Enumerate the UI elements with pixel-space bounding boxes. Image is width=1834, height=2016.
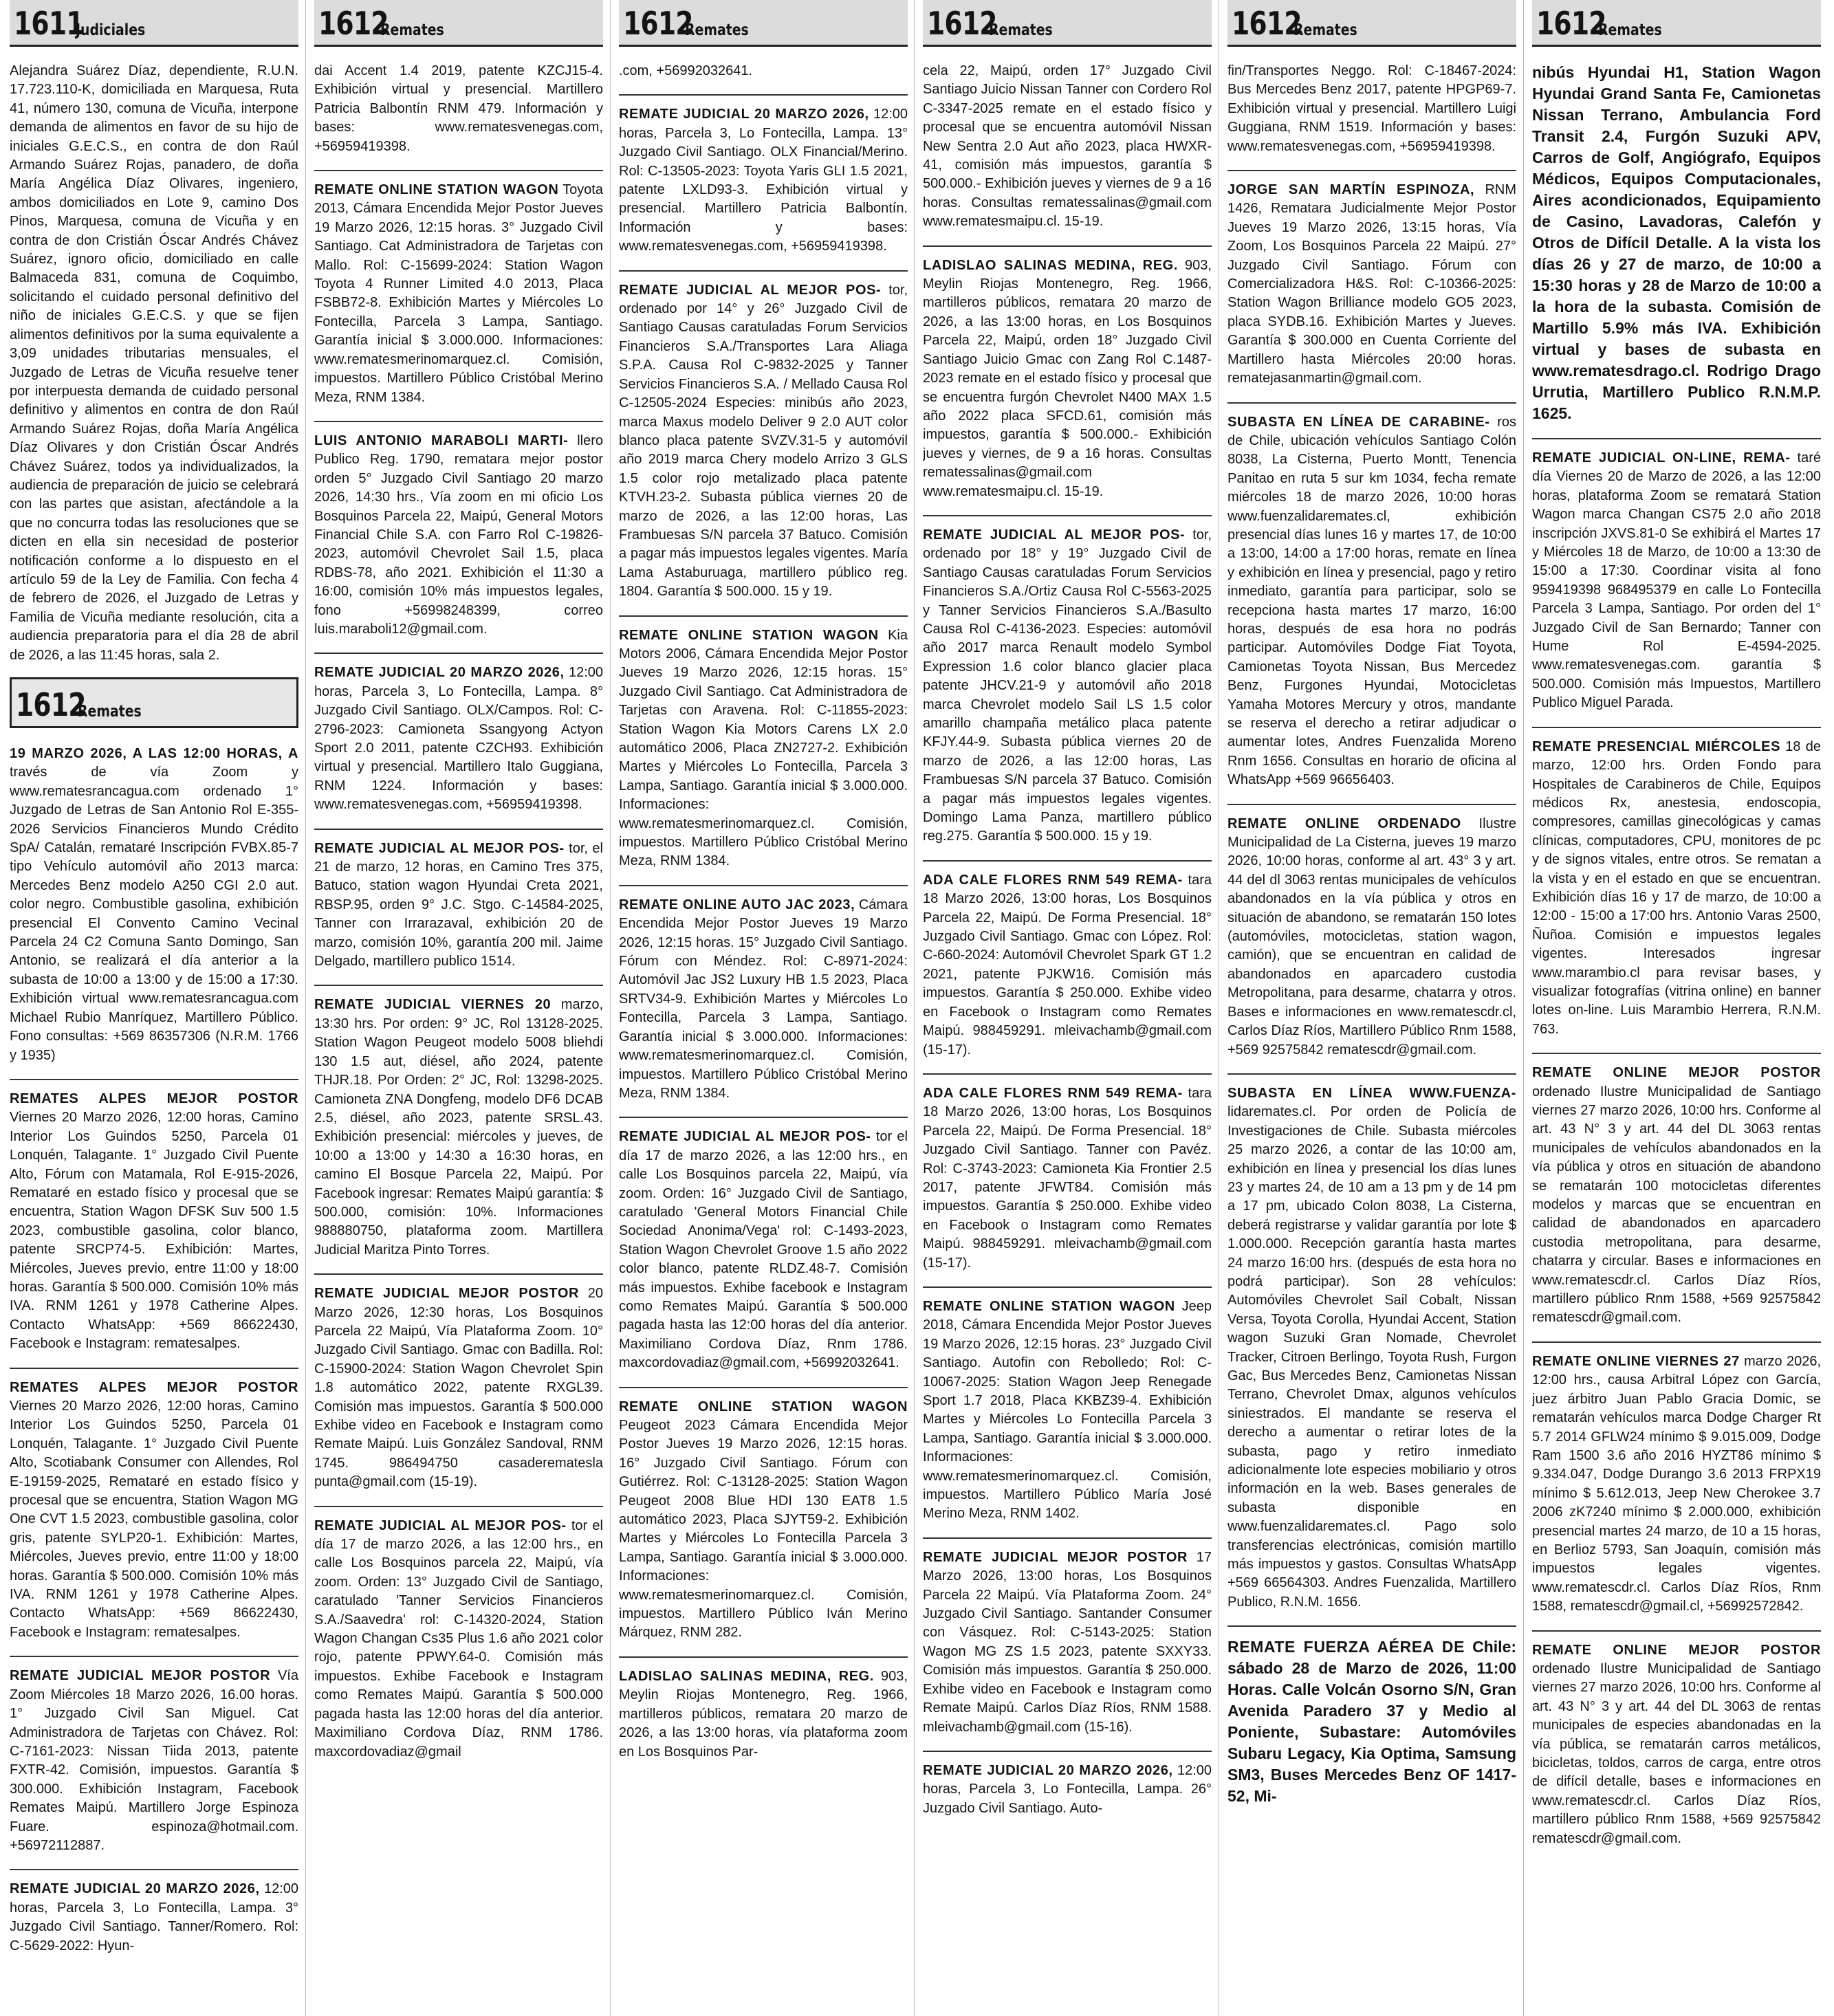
notice	[923, 1537, 1212, 1737]
notice-text: través de vía Zoom y www.rematesrancagua.com ordenado 1° Juzgado de Letras de San Antonio Rol E-355-2026 Servicios Financieros Mundo Crédito SpA/ Catalán, remataré Inscripción FVBX.85-7 tipo Vehículo automóvil año 2013 marca: Mercedes Benz modelo A250 CGI 2.0 aut. color negro. Combustible gasolina, exhibición presencial El Convento Camino Vecinal Parcela 24 C2 Comuna Santo Domingo, San Antonio, se realizará el día anterior a la subasta de 10:00 a 13:00 y de 15:00 a 17:30. Exhibición virtual www.rematesrancagua.com Michael Rubio Manríquez, Martillero Público. Fono consultas: +569 86357306 (N.R.M. 1766 y 1935)	[10, 765, 298, 1063]
notice	[10, 1079, 298, 1354]
column-header	[923, 0, 1212, 47]
notice	[314, 62, 603, 156]
notice-text: Chile: sábado 28 de Marzo de 2026, 11:00 Horas. Calle Volcán Osorno S/N, Gran Avenida Paradero 37 y Medio al Poniente, Subastare: Automóviles Subaru Legacy, Kia Optima, Samsung SM3, Buses Mercedes Benz OF 1417-52, Mi-	[1227, 1638, 1516, 1806]
notice-text: 12:00 horas, Parcela 3, Lo Fontecilla, Lampa. 8° Juzgado Civil Santiago. OLX/Campos. Rol: C-2796-2023: Camioneta Ssangyong Actyon Sport 2.0 2011, patente CZCH93. Exhibición virtual y presencial. Martillero Italo Guggiana, RNM 1224. Información y bases: www.rematesvenegas.com, +56959419398.	[314, 665, 603, 813]
notice	[619, 62, 908, 80]
column-6	[1532, 0, 1821, 2016]
notice-text: tor el día 17 de marzo 2026, a las 12:00 hrs., en calle Los Bosquinos parcela 22, Maipú, vía zoom. Orden: 16° Juzgado Civil de Santiago, caratulado 'General Motors Financial Chile Sociedad Anonima/Vega' rol: C-1493-2023, Station Wagon Chevrolet Groove 1.5 año 2022 color blanco, patente RLDZ.48-7. Comisión más impuestos. Exhibe facebook e Instagram como Remates Maipú. Garantía $ 500.000 pagada hasta las 12:00 horas del día anterior. Maximiliano Cordova Díaz, Rnm 1786. maxcordovadiaz@gmail.com, +56992032641.	[619, 1129, 908, 1371]
notice	[10, 62, 298, 665]
column-divider	[305, 0, 306, 2016]
column-header	[10, 0, 298, 47]
column-2	[314, 0, 603, 2016]
notice	[1532, 438, 1821, 713]
notice-text: Kia Motors 2006, Cámara Encendida Mejor Postor Jueves 19 Marzo 2026, 12:15 horas. 15° Juzgado Civil Santiago. Cat Administradora de Tarjetas con Aravena. Rol: C-11855-2023: Station Wagon Kia Motors Carens LX 2.0 automático 2006, Placa ZN2727-2. Exhibición Martes y Miércoles Lo Fontecilla, Parcela 3 Lampa, Santiago. Garantía inicial $ 3.000.000. Informaciones: www.rematesmerinomarquez.cl. Comisión, impuestos. Martillero Público Cristóbal Merino Meza, RNM 1384.	[619, 627, 908, 869]
notice-text: .com, +56992032641.	[619, 63, 753, 78]
notice	[923, 1286, 1212, 1524]
notice	[923, 1751, 1212, 1818]
column-3	[619, 0, 908, 2016]
notice	[923, 245, 1212, 501]
notice	[10, 745, 298, 1065]
notice	[314, 1273, 603, 1491]
notice-text: Ilustre Municipalidad de La Cisterna, jueves 19 marzo 2026, 10:00 horas, conforme al art. 43° 3 y art. 44 del dl 3063 rentas municipales de vehículos abandonados en la vía pública y otros en situación de abandono, se rematarán 150 lotes (automóviles, motocicletas, station wagon, camión), que se encuentran en calidad de abandonados en aparcadero custodia Metropolitana, para desarme, chatarra y otros. Bases e informaciones en www.rematescdr.cl, Carlos Díaz Ríos, Martillero Público Rnm 1588, +569 92575842 rematescdr@gmail.com.	[1227, 815, 1516, 1058]
notice	[314, 653, 603, 814]
notice-text: Alejandra Suárez Díaz, dependiente, R.U.N. 17.723.110-K, domiciliada en Marquesa, Ruta 41, número 130, comuna de Vicuña, interpone demanda de alimentos en favor de su hijo de iniciales G.E.C.S., en contra de don Raúl Armando Suárez Rojas, panadero, de doña María Angélica Díaz Olivares, ingeniero, ambos domiciliados en Lote 9, camino Dos Pinos, Marquesa, comuna de Vicuña y en contra de don Cristián Óscar Andrés Chávez Suárez, ignoro oficio, domiciliado en calle Balmaceda 831, comuna de Coquimbo, solicitando el cuidado personal definitivo del niño de iniciales G.E.C.S. y que se fijen alimentos definitivos por la suma equivalente a 3,09 unidades tributarias mensuales, el Juzgado de Letras de Vicuña resuelve tener por interpuesta demanda de cuidado personal definitivo y alimentos en contra de don Raúl Armando Suárez Rojas, doña María Angélica Díaz Olivares y don Cristián Óscar Andrés Chávez Suárez, todos ya individualizados, la audiencia de preparación de juicio se celebrará con las partes que asistan, afectándole a la que no concurra todas las resoluciones que se dicten en ella sin necesidad de posterior notificación conforme a lo dispuesto en el artículo 59 de la Ley de Familia. Con fecha 4 de febrero de 2026, el Juzgado de Letras y Familia de Vicuña mediante resolución, cita a audiencia preparatoria para el día 28 de abril de 2026, a las 11:45 horas, sala 2.	[10, 63, 298, 663]
notice-text: llero Publico Reg. 1790, rematara mejor postor orden 5° Juzgado Civil Santiago 20 marzo 2026, 14:30 hrs., Vía zoom en mi oficio Los Bosquinos Parcela 22, Maipú, General Motors Financial Chile S.A. con Farro Rol C-19826-2023, automóvil Chevrolet Sail 1.5, placa RDBS-78, año 2021. Exhibición el 11:30 a 16:00, comisión 10% más impuestos legales, fono +56998248399, correo luis.maraboli12@gmail.com.	[314, 432, 603, 637]
notice-lead: REMATE ONLINE MEJOR POSTOR	[1532, 1065, 1821, 1081]
notice	[619, 615, 908, 871]
notice	[619, 1387, 908, 1643]
notice-lead: REMATE JUDICIAL MEJOR POSTOR	[923, 1549, 1188, 1565]
notice-lead: REMATE ONLINE STATION WAGON	[619, 627, 879, 643]
notice	[314, 829, 603, 972]
notice-lead: SUBASTA EN LÍNEA DE CARABINE-	[1227, 414, 1490, 430]
notice	[1227, 1073, 1516, 1612]
section-title: Remates	[78, 703, 142, 721]
notice-lead: LADISLAO SALINAS MEDINA, REG.	[923, 257, 1178, 273]
notice-text: tor, ordenado por 14° y 26° Juzgado Civil de Santiago Causas caratuladas Forum Servicios Financieros S.A./Transportes Lara Aliaga S.P.A. Causa Rol C-9832-2025 y Tanner Servicios Financieros S.A. / Mellado Causa Rol C-12505-2024 Especies: minibús año 2023, marca Maxus modelo Deliver 9 2.0 AUT color blanco placa patente SVZV.31-5 y automóvil año 2019 marca Chery modelo Arrizo 3 GLS 1.5 color rojo metalizado placa patente KTVH.23-2. Subasta pública viernes 20 de marzo de 2026, a las 12:00 horas, Las Frambuesas S/N parcela 37 Batuco. Comisión a pagar más impuestos legales vigentes. María Lama Astaburuaga, martillero público reg. 1804. Garantía $ 500.000. 15 y 19.	[619, 282, 908, 600]
notice	[314, 985, 603, 1260]
notice	[1227, 804, 1516, 1060]
notice-text: tara 18 Marzo 2026, 13:00 horas, Los Bosquinos Parcela 22, Maipú. De Forma Presencial. 18° Juzgado Civil Santiago. Tanner con Pavéz. Rol: C-3743-2023: Camioneta Kia Frontier 2.5 2017, patente JFWT84. Comisión más impuestos. Garantía $ 250.000. Exhibe video en Facebook o Instagram como Remates Maipú. 988459291. mleivachamb@gmail.com (15-17).	[923, 1085, 1212, 1271]
section-title: Remates	[380, 21, 444, 39]
column-header	[314, 0, 603, 47]
notice-text: ros de Chile, ubicación vehículos Santiago Colón 8038, La Cisterna, Puerto Montt, Tenencia Panitao en ruta 5 sur km 1034, fecha remate miércoles 18 de marzo 2026, 10:00 horas www.fuenzalidaremates.cl, exhibición presencial días lunes 16 y martes 17, de 10:00 a 13:00, 14:00 a 17:00 horas, remate en línea y exhibición en línea y presencial, pago y retiro inmediato, garantía para participar, solo se recepciona hasta martes 17 marzo, 16:00 horas, después de esa hora no podrás participar. Automóviles Dodge Fiat Toyota, Camionetas Toyota Nissan, Bus Mercedez Benz, Furgones Hyundai, Motocicletas Yamaha Motores Mercury y otros, mandante se reserva el derecho a retirar adjudicar o aumentar lotes, Andres Fuenzalida Moreno Rnm 1656. Consultas en horario de oficina al WhatsApp +569 96656403.	[1227, 414, 1516, 788]
notice-lead: LUIS ANTONIO MARABOLI MARTI-	[314, 432, 569, 448]
notice	[1532, 62, 1821, 424]
column-header	[619, 0, 908, 47]
column-4	[923, 0, 1212, 2016]
notice	[619, 885, 908, 1103]
notice-text: nibús Hyundai H1, Station Wagon Hyundai Grand Santa Fe, Camionetas Nissan Terrano, Ambulancia Ford Transit 2.4, Furgón Suzuki APV, Carros de Golf, Angiógrafo, Equipos Médicos, Equipos Computacionales, Aires acondicionados, Equipamiento de Casino, Lavadoras, Calefón y Otros de Difícil Detalle. A la vista los días 26 y 27 de marzo, de 10:00 a 15:30 horas y 28 de Marzo de 10:00 a la hora de la subasta. Comisión de Martillo 5.9% más IVA. Exhibición virtual y bases de subasta en www.rematesdrago.cl. Rodrigo Drago Urrutia, Martillero Publico R.N.M.P. 1625.	[1532, 63, 1821, 422]
notice-text: 903, Meylin Riojas Montenegro, Reg. 1966, martilleros públicos, rematara 20 marzo de 2026, a las 13:00 horas, en Los Bosquinos Parcela 22, Maipú, orden 18° Juzgado Civil Santiago Juicio Gmac con Zang Rol C.1487-2023 remate en el estado físico y procesal que se encuentra furgón Chevrolet N400 MAX 1.5 año 2022 placa SFCD.61, comisión más impuestos, garantía $ 500.000.- Exhibición jueves y viernes, de 9 a 16 horas. Consultas rematessalinas@gmail.com www.rematesmaipu.cl. 15-19.	[923, 257, 1212, 499]
notice-text: Peugeot 2023 Cámara Encendida Mejor Postor Jueves 19 Marzo 2026, 12:15 horas. 16° Juzgado Civil Santiago. Fórum con Gutiérrez. Rol: C-13128-2025: Station Wagon Peugeot 2008 Blue HDI 130 EAT8 1.5 automático 2023, Placa SJYT59-2. Exhibición Martes y Miércoles Lo Fontecilla Parcela 3 Lampa, Santiago. Garantía inicial $ 3.000.000. Informaciones: www.rematesmerinomarquez.cl. Comisión, impuestos. Martillero Público Iván Merino Márquez, RNM 282.	[619, 1418, 908, 1641]
column-divider	[1523, 0, 1524, 2016]
notice	[1532, 1341, 1821, 1617]
section-number: 1612	[623, 5, 693, 42]
section-title: Remates	[989, 21, 1053, 39]
notice-lead: REMATE ONLINE AUTO JAC 2023,	[619, 897, 855, 912]
column-divider	[610, 0, 611, 2016]
notice-lead: REMATE JUDICIAL ON-LINE, REMA-	[1532, 450, 1791, 465]
notice-text: Viernes 20 Marzo 2026, 12:00 horas, Camino Interior Los Guindos 5250, Parcela 01 Lonquén, Talagante. 1° Juzgado Civil Puente Alto, Scotiabank Consumer con Allendes, Rol E-19159-2025, Remataré en estado físico y procesal que se encuentra, Station Wagon MG One CVT 1.5 2023, combustible gasolina, color gris, patente SYLP20-1. Exhibición: Martes, Miércoles, Jueves previo, entre 11:00 y 18:00 horas. Garantía $ 500.000. Comisión 10% más IVA. RNM 1261 y 1978 Catherine Alpes. Contacto WhatsApp: +569 86622430, Facebook e Instagram: rematesalpes.	[10, 1399, 298, 1640]
section-number: 1611	[14, 5, 84, 42]
notice-text: Toyota 2013, Cámara Encendida Mejor Postor Jueves 19 Marzo 2026, 12:15 horas. 3° Juzgado Civil Santiago. Cat Administradora de Tarjetas con Mallo. Rol: C-15699-2024: Station Wagon Toyota 4 Runner Limited 4.0 2013, Placa FSBB72-8. Exhibición Martes y Miércoles Lo Fontecilla, Parcela 3 Lampa, Santiago. Garantía inicial $ 3.000.000. Informaciones: www.rematesmerinomarquez.cl. Comisión, impuestos. Martillero Público Cristóbal Merino Meza, RNM 1384.	[314, 182, 603, 405]
notice	[1227, 170, 1516, 388]
notice	[10, 1869, 298, 1955]
notice	[314, 421, 603, 639]
section-number: 1612	[318, 5, 389, 42]
notice-lead: REMATE ONLINE STATION WAGON	[923, 1298, 1175, 1314]
notice-text: Vía Zoom Miércoles 18 Marzo 2026, 16.00 horas. 1° Juzgado Civil San Miguel. Cat Administradora de Tarjetas con Chávez. Rol: C-7161-2023: Nissan Tiida 2013, patente FXTR-42. Comisión, impuestos. Garantía $ 300.000. Exhibición Instagram, Facebook Remates Maipú. Martillero Jorge Espinoza Fuare. espinoza@hotmail.com. +56972112887.	[10, 1668, 298, 1853]
notice-lead: REMATE JUDICIAL AL MEJOR POS-	[619, 282, 882, 298]
notice-lead: REMATE ONLINE MEJOR POSTOR	[1532, 1642, 1821, 1658]
notice-text: 12:00 horas, Parcela 3, Lo Fontecilla, Lampa. 26° Juzgado Civil Santiago. Auto-	[923, 1762, 1212, 1816]
notice	[619, 94, 908, 256]
notice-lead: SUBASTA EN LÍNEA WWW.FUENZA-	[1227, 1085, 1516, 1101]
notice	[619, 270, 908, 602]
notice-lead: JORGE SAN MARTÍN ESPINOZA,	[1227, 182, 1475, 198]
notice-text: 12:00 horas, Parcela 3, Lo Fontecilla, Lampa. 3° Juzgado Civil Santiago. Tanner/Romero. Rol: C-5629-2022: Hyun-	[10, 1881, 298, 1953]
notice	[1227, 62, 1516, 156]
notice-lead: REMATE JUDICIAL AL MEJOR POS-	[619, 1129, 871, 1145]
section-number: 1612	[1232, 5, 1302, 42]
notice-text: lidaremates.cl. Por orden de Policía de Investigaciones de Chile. Subasta miércoles 25 marzo 2026, a contar de las 10:00 am, exhibición en línea y presencial los días lunes 23 y martes 24, de 10 am a 13 pm y de 14 pm a 17 pm, ubicado Colon 8038, La Cisterna, deberá registrarse y validar garantía por lote $ 1.000.000. Recepción garantía hasta martes 24 marzo 16:00 hrs. (después de esta hora no podrá participar). Son 28 vehículos: Automóviles Chevrolet Sail Cobalt, Nissan Versa, Toyota Corolla, Hyundai Accent, Station wagon Suzuki Gran Nomade, Chevrolet Tracker, Citroen Berlingo, Toyota Rush, Furgon Gac, Bus Mercedes Benz, Camionetas Nissan Terrano, Chevrolet Dmax, algunos vehículos siniestrados. El mandante se reserva el derecho a aumentar o retirar lotes de la subasta, pago y retiro inmediato adicionalmente lote especies mobiliario y otros información en la web. Bases generales de subasta disponible en www.fuenzalidaremates.cl. Pago solo transferencias electrónicas, comisión martillo más impuestos y gastos. Consultas WhatsApp +569 66564303. Andres Fuenzalida, Martillero Publico, R.N.M. 1656.	[1227, 1104, 1516, 1610]
column-1	[10, 0, 298, 2016]
notice-text: marzo 2026, 12:00 hrs., causa Arbitral López con García, juez árbitro Juan Pablo Gracia Domic, se rematarán vehículos marca Dodge Charger Rt 5.7 2014 GFLW24 mínimo $ 9.015.009, Dodge Ram 1500 3.6 año 2016 HYZT86 mínimo $ 9.334.047, Dodge Durango 3.6 2013 FRPX19 mínimo $ 5.612.013, Jeep New Cherokee 3.7 2006 zK7240 mínimo $ 2.000.000, exhibición presencial martes 24 marzo, de 10 a 15 horas, en Berlioz 5793, San Joaquín, comisión más impuestos legales vigentes. www.rematescdr.cl. Carlos Díaz Ríos, Rnm 1588, rematescdr@gmail.cl, +56992572842.	[1532, 1353, 1821, 1614]
notice-text: fin/Transportes Neggo. Rol: C-18467-2024: Bus Mercedes Benz 2017, patente HPGP69-7. Exhibición virtual y presencial. Martillero Luigi Guggiana, RNM 1519. Información y bases: www.rematesvenegas.com, +56959419398.	[1227, 63, 1516, 154]
notice-lead: REMATE JUDICIAL MEJOR POSTOR	[10, 1668, 271, 1684]
notice	[1227, 402, 1516, 790]
notice	[1532, 1053, 1821, 1328]
notice-lead: REMATE JUDICIAL 20 MARZO 2026,	[314, 665, 565, 681]
notice-lead: REMATE ONLINE ORDENADO	[1227, 815, 1461, 831]
notice-text: Cámara Encendida Mejor Postor Jueves 19 Marzo 2026, 12:15 horas. 15° Juzgado Civil Santiago. Fórum con Méndez. Rol: C-8971-2024: Automóvil Jac JS2 Luxury HB 1.5 2023, Placa SRTV34-9. Exhibición Martes y Miércoles Lo Fontecilla, Parcela 3 Lampa, Santiago. Garantía inicial $ 3.000.000. Informaciones: www.rematesmerinomarquez.cl. Comisión, impuestos. Martillero Público Cristóbal Merino Meza, RNM 1384.	[619, 897, 908, 1101]
notice-text: tara 18 Marzo 2026, 13:00 horas, Los Bosquinos Parcela 22, Maipú. De Forma Presencial. 18° Juzgado Civil Santiago. Gmac con López. Rol: C-660-2024: Automóvil Chevrolet Spark GT 1.2 2021, patente PJKW16. Comisión más impuestos. Garantía $ 250.000. Exhibe video en Facebook o Instagram como Remates Maipú. 988459291. mleivachamb@gmail.com (15-17).	[923, 872, 1212, 1058]
notice-text: Jeep 2018, Cámara Encendida Mejor Postor Jueves 19 Marzo 2026, 12:15 horas. 23° Juzgado Civil Santiago. Autofin con Rebolledo; Rol: C-10067-2025: Station Wagon Jeep Renegade Sport 1.7 2018, Placa KKBZ39-4. Exhibición Martes y Miércoles Lo Fontecilla Parcela 3 Lampa, Santiago. Garantía inicial $ 3.000.000. Informaciones: www.rematesmerinomarquez.cl. Comisión, impuestos. Martillero Público María José Merino Meza, RNM 1402.	[923, 1298, 1212, 1522]
notice-lead: ADA CALE FLORES RNM 549 REMA-	[923, 1085, 1183, 1101]
notice-lead: REMATE JUDICIAL MEJOR POSTOR	[314, 1286, 580, 1302]
notice-lead: REMATES ALPES MEJOR POSTOR	[10, 1379, 298, 1395]
notice-text: tor, el 21 de marzo, 12 horas, en Camino Tres 375, Batuco, station wagon Hyundai Creta 2021, RBSP.95, orden 9° J.C. Stgo. C-14584-2025, Tanner con Irrarazaval, exhibición 20 de marzo, comisión 10%, garantía 200 mil. Jaime Delgado, martillero publico 1514.	[314, 840, 603, 969]
notice	[10, 1368, 298, 1643]
notice-text: 18 de marzo, 12:00 hrs. Orden Fondo para Hospitales de Carabineros de Chile, Equipos médicos Rx, anestesia, endoscopia, compresores, camillas ginecológicas y camas clínicas, computadores, CPU, monitores de pc y de signos vitales, entre otros. Se rematan a la vista y en el estado en que se encuentran. Exhibición días 16 y 17 de marzo, de 10:00 a 12:00 - 15:00 a 17:00 hrs. Antonio Varas 2500, Ñuñoa. Comisión e impuestos legales vigentes. Interesados ingresar www.marambio.cl para revisar bases, y visualizar fotografías (vitrina online) en banner lotes on-line. Luis Marambio Herrera, R.N.M. 763.	[1532, 738, 1821, 1037]
notice-lead: REMATE PRESENCIAL MIÉRCOLES	[1532, 738, 1781, 754]
notice-lead: REMATE JUDICIAL 20 MARZO 2026,	[619, 107, 869, 122]
notice-lead: REMATE JUDICIAL AL MEJOR POS-	[314, 840, 565, 856]
notice-lead: ADA CALE FLORES RNM 549 REMA-	[923, 872, 1183, 888]
notice-lead: REMATE FUERZA AÉREA DE	[1227, 1638, 1465, 1656]
notice-lead: 19 MARZO 2026, A LAS 12:00 HORAS, A	[10, 746, 298, 761]
notice-text: cela 22, Maipú, orden 17° Juzgado Civil Santiago Juicio Nissan Tanner con Cordero Rol C-3347-2025 remate en el estado físico y procesal que se encuentra automóvil Nissan New Sentra 2.0 Aut año 2023, placa HWXR-41, comisión más impuestos, garantía $ 500.000.- Exhibición jueves y viernes de 9 a 16 horas. Consultas rematessalinas@gmail.com www.rematesmaipu.cl. 15-19.	[923, 63, 1212, 230]
notice-lead: REMATE JUDICIAL AL MEJOR POS-	[314, 1518, 567, 1533]
section-number: 1612	[927, 5, 997, 42]
notice-text: taré día Viernes 20 de Marzo de 2026, a las 12:00 horas, plataforma Zoom se rematará Station Wagon marca Changan CS75 2.0 año 2018 inscripción JXVS.81-0 Se exhibirá el Martes 17 y Miércoles 18 de Marzo, de 10:00 a 13:30 de 15:00 a 17:30. Coordinar visita al fono 959419398 968495379 en calle Lo Fontecilla Parcela 3 Lampa, Santiago. Por orden del 1° Juzgado Civil de San Bernardo; Tanner con Hume Rol E-4594-2025. www.rematesvenegas.com. garantía $ 500.000. Comisión más Impuestos, Martillero Publico Miguel Parada.	[1532, 450, 1821, 711]
column-divider	[914, 0, 915, 2016]
notice	[10, 1656, 298, 1855]
notice-text: ordenado Ilustre Municipalidad de Santiago viernes 27 marzo 2026, 10:00 hrs. Conforme al art. 43 N° 3 y art. 44 del DL 3063 de rentas municipales de especies abandonadas en la vía pública, se rematarán carros metálicos, bicicletas, toldos, carros de carga, entre otros de difícil detalle, bases e informaciones en www.rematescdr.cl. Carlos Díaz Ríos, martillero público Rnm 1588, +569 92575842 rematescdr@gmail.com.	[1532, 1661, 1821, 1846]
notice-lead: REMATE JUDICIAL AL MEJOR POS-	[923, 527, 1186, 543]
notice-text: ordenado Ilustre Municipalidad de Santiago viernes 27 marzo 2026, 10:00 hrs. Conforme al art. 43 N° 3 y art. 44 del DL 3063 rentas municipales de vehículos abandonados en la vía pública y otros en situación de abandono se rematarán 100 motocicletas diferentes modelos y marcas que se encuentran en calidad de abandonados en aparcadero custodia metropolitana, para desarme, chatarra y circular. Bases e informaciones en www.rematescdr.cl. Carlos Díaz Ríos, martillero público Rnm 1588, +569 92575842 rematescdr@gmail.com.	[1532, 1084, 1821, 1326]
notice	[619, 1656, 908, 1762]
notice	[923, 860, 1212, 1060]
notice-text: tor el día 17 de marzo 2026, a las 12:00 hrs., en calle Los Bosquinos parcela 22, Maipú, vía zoom. Orden: 13° Juzgado Civil de Santiago, caratulado 'Tanner Servicios Financieros S.A./Saavedra' rol: C-14320-2024, Station Wagon Changan Cs35 Plus 1.6 año 2021 color rojo, patente PPWY.64-0. Comisión más impuestos. Exhibe Facebook e Instagram como Remates Maipú. Garantía $ 500.000 pagada hasta las 12:00 horas del día anterior. Maximiliano Cordova Díaz, RNM 1786. maxcordovadiaz@gmail	[314, 1518, 603, 1760]
notice-lead: REMATE JUDICIAL VIERNES 20	[314, 997, 552, 1013]
notice-text: dai Accent 1.4 2019, patente KZCJ15-4. Exhibición virtual y presencial. Martillero Patricia Balbontín RNM 479. Información y bases: www.rematesvenegas.com, +56959419398.	[314, 63, 603, 154]
notice-text: 12:00 horas, Parcela 3, Lo Fontecilla, Lampa. 13° Juzgado Civil Santiago. OLX Financial/Merino. Rol: C-13505-2023: Toyota Yaris GLI 1.5 2021, patente LXLD93-3. Exhibición virtual y presencial. Martillero Patricia Balbontín. Información y bases: www.rematesvenegas.com, +56959419398.	[619, 107, 908, 254]
column-header	[1532, 0, 1821, 47]
column-header	[1227, 0, 1516, 47]
notice	[314, 1506, 603, 1762]
section-number: 1612	[16, 686, 86, 723]
section-number: 1612	[1536, 5, 1606, 42]
notice-lead: LADISLAO SALINAS MEDINA, REG.	[619, 1668, 874, 1684]
section-header-box	[10, 677, 298, 728]
notice	[1227, 1625, 1516, 1807]
notice-lead: REMATE ONLINE VIERNES 27	[1532, 1353, 1740, 1369]
notice-text: tor, ordenado por 18° y 19° Juzgado Civil de Santiago Causas caratuladas Forum Servicios Financieros S.A./Ortiz Causa Rol C-5563-2025 y Tanner Servicios Financieros S.A./Basulto Causa Rol C-4136-2023. Especies: automóvil año 2017 marca Renault modelo Symbol Expression 1.6 color blanco glacier placa patente JHCV.21-9 y automóvil año 2018 marca Chevrolet modelo Sail LS 1.5 color amarillo champaña metálico placa patente KFJY.44-9. Subasta pública viernes 20 de marzo de 2026, a las 12:00 horas, Las Frambuesas S/N parcela 37 Batuco. Comisión a pagar más impuestos legales vigentes. Domingo Lama Panza, martillero público reg.275. Garantía $ 500.000. 15 y 19.	[923, 527, 1212, 844]
notice-lead: REMATES ALPES MEJOR POSTOR	[10, 1091, 298, 1106]
notice	[1532, 727, 1821, 1040]
notice-lead: REMATE ONLINE STATION WAGON	[314, 182, 559, 198]
notice-text: 903, Meylin Riojas Montenegro, Reg. 1966, martilleros públicos, rematara 20 marzo de 2026, a las 13:00 horas, vía plataforma zoom en Los Bosquinos Par-	[619, 1668, 908, 1760]
section-title: Remates	[1293, 21, 1357, 39]
notice	[314, 170, 603, 407]
notice-text: RNM 1426, Rematara Judicialmente Mejor Postor Jueves 19 Marzo 2026, 13:15 horas, Vía Zoom, Los Bosquinos Parcela 22 Maipú. 27° Juzgado Civil Santiago. Fórum con Comercializadora H&S. Rol: C-10366-2025: Station Wagon Brilliance modelo GO5 2023, placa SYDB.16. Exhibición Martes y Jueves. Garantía $ 300.000 en Cuenta Corriente del Martillero hasta Miércoles 20:00 horas. rematejasanmartin@gmail.com.	[1227, 182, 1516, 386]
section-title: Judiciales	[76, 21, 146, 39]
notice	[619, 1117, 908, 1372]
notice-text: Viernes 20 Marzo 2026, 12:00 horas, Camino Interior Los Guindos 5250, Parcela 01 Lonquén, Talagante. 1° Juzgado Civil Puente Alto, Fórum con Matamala, Rol E-915-2026, Remataré en estado físico y procesal que se encuentra, Station Wagon DFSK Suv 500 1.5 2023, combustible gasolina, color blanco, patente SRCP74-5. Exhibición: Martes, Miércoles, Jueves previo, entre 11:00 y 18:00 horas. Garantía $ 500.000. Comisión 10% más IVA. RNM 1261 y 1978 Catherine Alpes. Contacto WhatsApp: +569 86622430, Facebook e Instagram: rematesalpes.	[10, 1110, 298, 1352]
notice-text: marzo, 13:30 hrs. Por orden: 9° JC, Rol 13128-2025. Station Wagon Peugeot modelo 5008 bliehdi 130 1.5 aut, diésel, año 2024, patente THJR.18. Por Orden: 2° JC, Rol: 13298-2025. Camioneta ZNA Dongfeng, modelo DF6 DCAB 2.5, diésel, año 2023, patente SRSL.43. Exhibición presencial: miércoles y jueves, de 10:00 a 13:00 y 14:30 a 16:30 horas, en camino El Bosque Parcela 22, Maipú. Por Facebook ingresar: Remates Maipú garantía: $ 500.000, comisión: 10%. Informaciones 988880750, plataforma zoom. Martillera Judicial Maritza Pinto Torres.	[314, 997, 603, 1258]
column-5	[1227, 0, 1516, 2016]
notice	[923, 515, 1212, 846]
notice	[923, 62, 1212, 232]
notice-text: 17 Marzo 2026, 13:00 horas, Los Bosquinos Parcela 22 Maipú. Vía Plataforma Zoom. 24° Juzgado Civil Santiago. Santander Consumer con Vásquez. Rol: C-5143-2025: Station Wagon MG ZS 1.5 2023, patente SXXY33. Comisión más impuestos. Garantía $ 250.000. Exhibe video en Facebook e Instagram como Remate Maipú. Carlos Díaz Ríos, RNM 1588. mleivachamb@gmail.com (15-16).	[923, 1549, 1212, 1735]
notice-lead: REMATE JUDICIAL 20 MARZO 2026,	[10, 1881, 260, 1897]
notice-text: 20 Marzo 2026, 12:30 horas, Los Bosquinos Parcela 22 Maipú, Vía Plataforma Zoom. 10° Juzgado Civil Santiago. Gmac con Badilla. Rol: C-15900-2024: Station Wagon Chevrolet Spin 1.8 automático 2022, patente RXGL39. Comisión mas impuestos. Garantía $ 500.000 Exhibe video en Facebook e Instagram como Remate Maipú. Luis González Sandoval, RNM 1745. 986494750 casaderematesla punta@gmail.com (15-19).	[314, 1286, 603, 1490]
section-title: Remates	[685, 21, 749, 39]
section-title: Remates	[1598, 21, 1662, 39]
notice	[1532, 1630, 1821, 1848]
notice-lead: REMATE JUDICIAL 20 MARZO 2026,	[923, 1762, 1173, 1778]
notice-lead: REMATE ONLINE STATION WAGON	[619, 1399, 908, 1414]
notice	[923, 1073, 1212, 1273]
